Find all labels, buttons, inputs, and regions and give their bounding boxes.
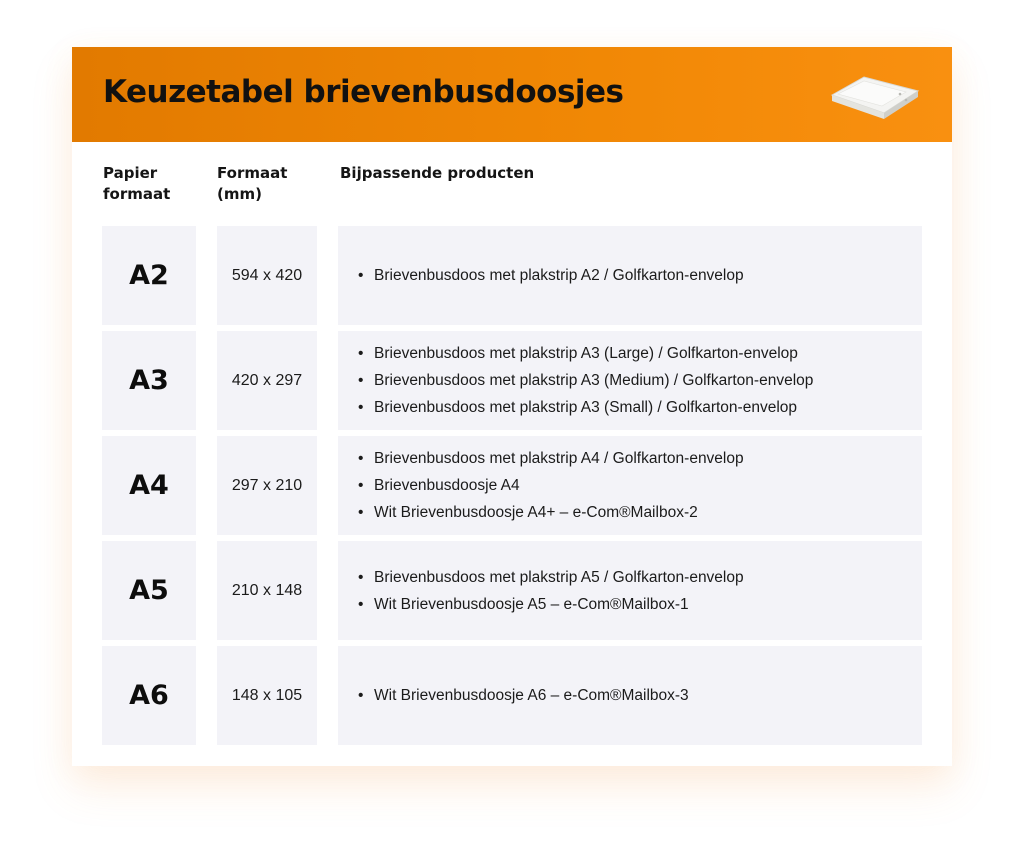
product-list xyxy=(338,445,744,526)
mailbox-box-icon xyxy=(826,73,922,119)
dimensions-cell: 420 x 297 xyxy=(217,331,317,430)
product-name: Brievenbusdoos met plakstrip A2 / Golfkarton-envelop xyxy=(374,267,744,284)
table-row xyxy=(102,436,922,535)
table-row xyxy=(102,226,922,325)
product-name: Brievenbusdoos met plakstrip A4 / Golfkarton-envelop xyxy=(374,450,744,467)
format-table xyxy=(102,226,922,751)
products-cell xyxy=(338,541,922,640)
product-item xyxy=(358,340,813,367)
products-cell xyxy=(338,646,922,745)
product-name: Brievenbusdoosje A4 xyxy=(374,477,520,494)
product-name: Brievenbusdoos met plakstrip A3 (Small) / Golfkarton-envelop xyxy=(374,399,798,416)
products-cell xyxy=(338,226,922,325)
product-name: Brievenbusdoos met plakstrip A3 (Large) / Golfkarton-envelop xyxy=(374,345,798,362)
product-list xyxy=(338,262,744,289)
product-name: Wit Brievenbusdoosje A4+ – e-Com®Mailbox-2 xyxy=(374,504,698,521)
product-item xyxy=(358,367,813,394)
product-name: Brievenbusdoos met plakstrip A5 / Golfkarton-envelop xyxy=(374,568,744,586)
dimensions-cell: 594 x 420 xyxy=(217,226,317,325)
product-item xyxy=(358,591,744,618)
product-item xyxy=(358,445,744,472)
product-item xyxy=(358,472,744,499)
product-item xyxy=(358,682,689,709)
product-name: Wit Brievenbusdoosje A6 – e-Com®Mailbox-3 xyxy=(374,687,689,704)
dimensions-cell: 210 x 148 xyxy=(217,541,317,640)
products-cell xyxy=(338,436,922,535)
product-item xyxy=(358,564,744,591)
table-row xyxy=(102,541,922,640)
products-cell xyxy=(338,331,922,430)
paper-format-cell: A2 xyxy=(102,226,196,325)
product-list xyxy=(338,682,689,709)
product-item xyxy=(358,499,744,526)
dimensions-cell: 297 x 210 xyxy=(217,436,317,535)
column-header-products: Bijpassende producten xyxy=(340,164,535,182)
column-header-paper-format: Papier formaat xyxy=(103,164,171,203)
selection-table-card xyxy=(72,47,952,766)
column-header-size-mm: Formaat (mm) xyxy=(217,164,288,203)
table-row xyxy=(102,646,922,745)
product-list xyxy=(338,340,813,421)
product-name: Wit Brievenbusdoosje A5 – e-Com®Mailbox-1 xyxy=(374,595,689,613)
page-title: Keuzetabel brievenbusdoosjes xyxy=(103,74,624,110)
product-item xyxy=(358,394,813,421)
product-item xyxy=(358,262,744,289)
product-list xyxy=(338,564,744,618)
product-name: Brievenbusdoos met plakstrip A3 (Medium) / Golfkarton-envelop xyxy=(374,372,814,389)
paper-format-cell: A3 xyxy=(102,331,196,430)
paper-format-cell: A5 xyxy=(102,541,196,640)
header-banner xyxy=(72,47,952,142)
dimensions-cell: 148 x 105 xyxy=(217,646,317,745)
paper-format-cell: A6 xyxy=(102,646,196,745)
paper-format-cell: A4 xyxy=(102,436,196,535)
table-row xyxy=(102,331,922,430)
